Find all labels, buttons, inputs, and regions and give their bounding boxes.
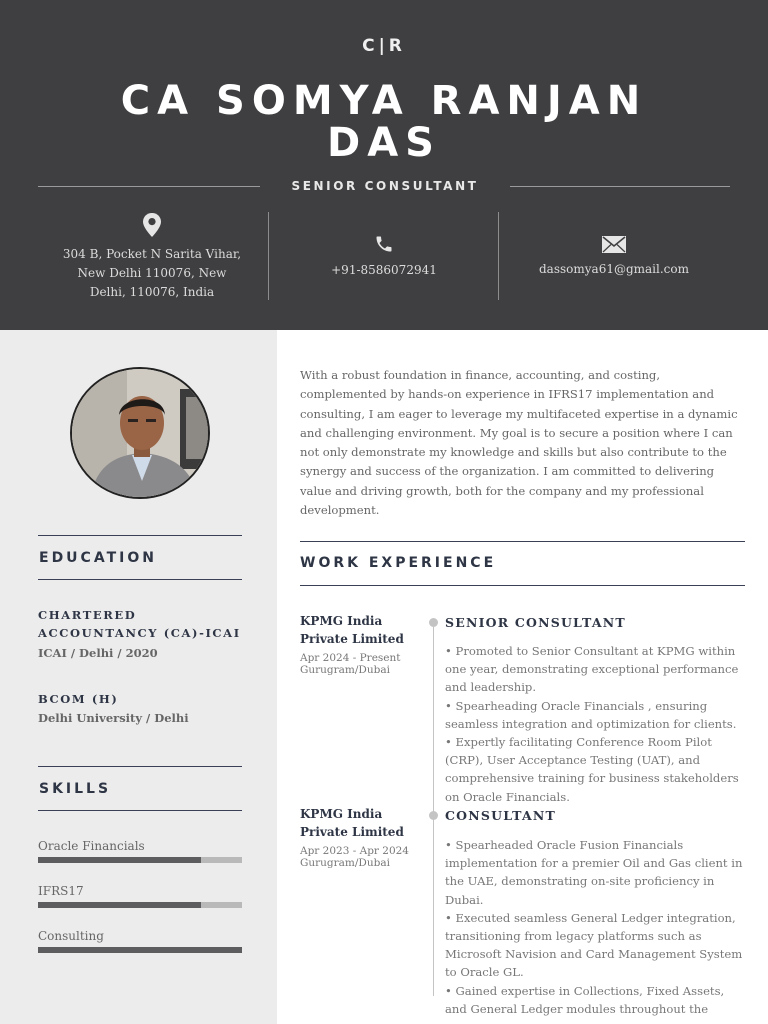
job-location: Gurugram/Dubai: [300, 857, 390, 869]
skill-label: Oracle Financials: [38, 839, 145, 853]
job-bullets: [445, 642, 745, 806]
skill-bar-fill: [38, 902, 201, 908]
work-experience-heading: WORK EXPERIENCE: [300, 541, 745, 586]
skill-bar: [38, 947, 242, 953]
divider: [268, 212, 269, 300]
job-title: SENIOR CONSULTANT: [291, 179, 479, 193]
timeline-line: [433, 620, 434, 996]
timeline-dot: [429, 618, 438, 627]
divider: [510, 186, 730, 187]
contact-address: [60, 212, 244, 302]
divider: [498, 212, 499, 300]
divider: [38, 186, 260, 187]
profile-summary: With a robust foundation in finance, accounting, and costing, complemented by hands-on experience in IFRS17 implementation and consulting, I am eager to leverage my multifaceted expertise in a dynamic and challenging environment. My goal is to secure a position where I can not only demonstrate my knowledge and skills but also contribute to the synergy and success of the organization. I am committed to delivering value and driving growth, both for the company and my professional development.: [300, 368, 738, 518]
candidate-name: CA SOMYA RANJAN DAS: [120, 78, 648, 166]
job-bullet: • Gained expertise in Collections, Fixed Assets, and General Ledger modules throughout the: [445, 983, 725, 1016]
job-role: SENIOR CONSULTANT: [445, 615, 626, 630]
skill-bar-fill: [38, 857, 201, 863]
contact-phone: [284, 234, 484, 280]
education-degree: BCOM (H): [38, 692, 119, 706]
phone-number[interactable]: +91-8586072941: [331, 263, 437, 277]
education-heading: EDUCATION: [38, 535, 242, 580]
skill-bar: [38, 857, 242, 863]
education-detail: Delhi University / Delhi: [38, 711, 189, 725]
contact-email: [514, 236, 714, 279]
map-pin-icon: [142, 212, 162, 238]
email-address[interactable]: dassomya61@gmail.com: [539, 262, 689, 276]
job-role: CONSULTANT: [445, 808, 557, 823]
job-bullet: • Executed seamless General Ledger integration, transitioning from legacy platforms such as Microsoft Navision and Card Management System to Oracle GL.: [445, 910, 743, 980]
skill-label: IFRS17: [38, 884, 84, 898]
resume-header: [0, 0, 768, 330]
profile-photo: [70, 367, 210, 499]
skill-bar: [38, 902, 242, 908]
skill-bar-fill: [38, 947, 242, 953]
skills-heading: SKILLS: [38, 766, 242, 811]
job-location: Gurugram/Dubai: [300, 664, 390, 676]
job-bullet: • Spearheading Oracle Financials , ensuring seamless integration and optimization for clients.: [445, 698, 737, 731]
job-bullet: • Spearheaded Oracle Fusion Financials implementation for a premier Oil and Gas client in the UAE, demonstrating on-site proficiency in Dubai.: [445, 838, 743, 907]
address-text: 304 B, Pocket N Sarita Vihar, New Delhi 110076, New Delhi, 110076, India: [62, 247, 242, 299]
job-bullets: [445, 836, 745, 1018]
job-bullet: • Expertly facilitating Conference Room Pilot (CRP), User Acceptance Testing (UAT), and comprehensive training for business stakeholders on Oracle Financials.: [445, 735, 739, 804]
job-company: KPMG India Private Limited: [300, 614, 404, 646]
skill-label: Consulting: [38, 929, 104, 943]
education-detail: ICAI / Delhi / 2020: [38, 646, 158, 660]
envelope-icon: [602, 236, 626, 253]
education-degree: CHARTERED ACCOUNTANCY (CA)-ICAI: [38, 608, 241, 640]
timeline-dot: [429, 811, 438, 820]
job-company: KPMG India Private Limited: [300, 807, 404, 839]
job-bullet: • Promoted to Senior Consultant at KPMG within one year, demonstrating exceptional performance and leadership.: [445, 644, 739, 695]
job-dates: Apr 2024 - Present: [300, 652, 401, 664]
monogram: C|R: [362, 36, 406, 56]
phone-icon: [374, 234, 394, 254]
job-dates: Apr 2023 - Apr 2024: [300, 845, 409, 857]
